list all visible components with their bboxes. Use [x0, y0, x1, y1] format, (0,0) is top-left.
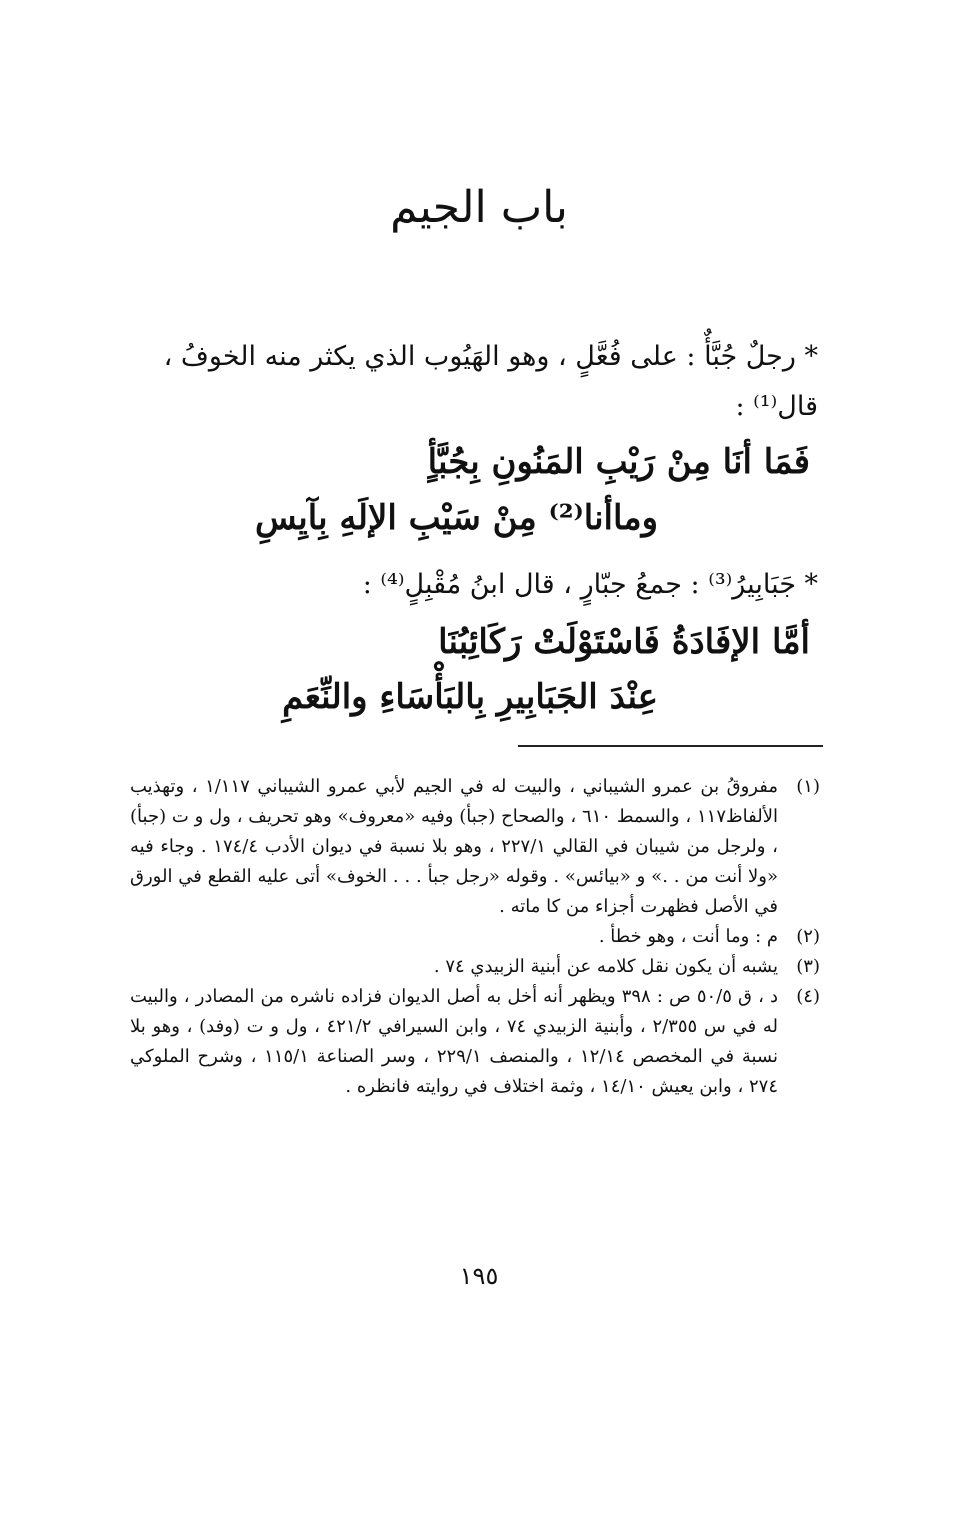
verse2-hemistich2: عِنْدَ الجَبَابِيرِ بِالبَأْسَاءِ والنِّعَمِ	[282, 677, 658, 717]
footnote-1	[130, 772, 820, 922]
footnote-text: مفروقُ بن عمرو الشيباني ، والبيت له في الجيم لأبي عمرو الشيباني ١/١١٧ ، وتهذيب الألفاظ١١٧ ، والسمط ٦١٠ ، والصحاح (جبأ) وفيه «معروف» وهو تحريف ، ول و ت (جبأ) ، ولرجل من شيبان في القالي ٢٢٧/١ ، وهو بلا نسبة في ديوان الأدب ١٧٤/٤ . وجاء فيه «ولا أنت من . .» و «بيائس» . وقوله «رجل جبأ . . . الخوف» أتى عليه القطع في الورق في الأصل فظهرت أجزاء من كا ماته .	[130, 776, 779, 917]
entry-jubba-line2: قال⁽¹⁾ :	[735, 391, 818, 422]
footnote-4	[130, 982, 820, 1102]
footnote-3	[130, 952, 820, 982]
entry-jababir	[128, 560, 818, 610]
footnotes	[130, 772, 820, 1102]
footnote-number: (٣)	[796, 956, 820, 977]
footnote-separator	[518, 745, 823, 747]
entry-jababir-line1: * جَبَابِيرُ⁽³⁾ : جمعُ جبّارٍ ، قال ابنُ مُقْبِلٍ⁽⁴⁾ :	[362, 569, 818, 600]
page-number: ١٩٥	[459, 1262, 499, 1290]
verse1-hemistich2: وماأنا⁽²⁾ مِنْ سَيْبِ الإلَهِ بِآيِسِ	[254, 498, 658, 538]
footnote-text: م : وما أنت ، وهو خطأ .	[598, 926, 778, 947]
entry-jubba-line1: * رجلٌ جُبَّأٌ : على فُعَّلٍ ، وهو الهَيُوب الذي يكثر منه الخوفُ ،	[163, 341, 818, 372]
footnote-text: د ، ق ٥٠/٥ ص : ٣٩٨ ويظهر أنه أخل به أصل الديوان فزاده ناشره من المصادر ، والبيت له في س ٢/٣٥٥ ، وأبنية الزبيدي ٧٤ ، وابن السيرافي ٤٢١/٢ ، ول و ت (وفد) ، وهو بلا نسبة في المخصص ١٢/١٤ ، والمنصف ٢٢٩/١ ، وسر الصناعة ١١٥/١ ، وشرح الملوكي ٢٧٤ ، وابن يعيش ١٤/١٠ ، وثمة اختلاف في روايته فانظره .	[130, 986, 779, 1097]
chapter-title: باب الجيم	[390, 182, 568, 233]
verse1-hemistich1: فَمَا أنَا مِنْ رَيْبِ المَنُونِ بِجُبَّأٍ	[427, 442, 810, 482]
footnote-number: (٢)	[796, 926, 820, 947]
footnote-number: (١)	[796, 776, 820, 797]
entry-jubba	[128, 332, 818, 432]
verse2-hemistich1: أمَّا الإفَادَةُ فَاسْتَوْلَتْ رَكَائِبُنَا	[438, 622, 810, 662]
footnote-2	[130, 922, 820, 952]
footnote-text: يشبه أن يكون نقل كلامه عن أبنية الزبيدي ٧٤ .	[433, 956, 778, 977]
footnote-number: (٤)	[796, 986, 820, 1007]
